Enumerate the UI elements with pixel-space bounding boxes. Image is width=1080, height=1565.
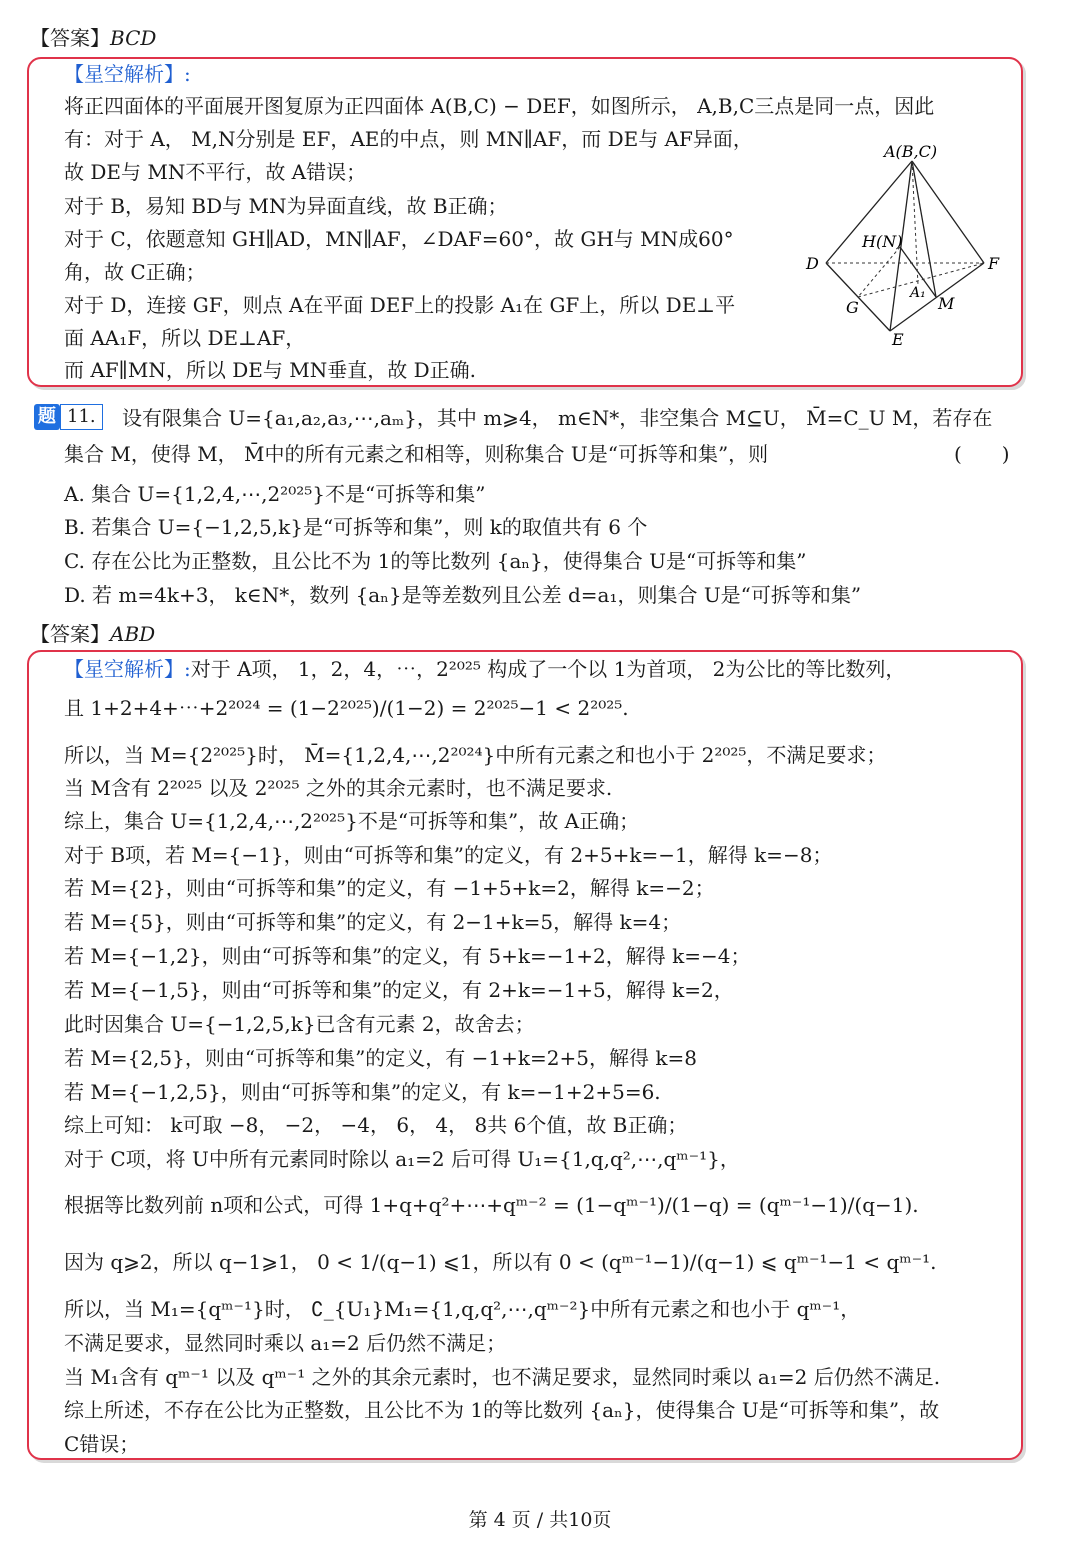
q11-analysis-first-text: 对于 A项， 1，2，4，⋯，2²⁰²⁵ 构成了一个以 1为首项， 2为公比的等比数列， [190, 657, 906, 681]
q11-line: 所以，当 M₁={qᵐ⁻¹}时， ∁_{U₁}M₁={1,q,q²,⋯,qᵐ⁻²}中所有元素之和也小于 qᵐ⁻¹， [64, 1297, 861, 1321]
q10-answer-value: BCD [110, 26, 157, 50]
q11-option-c: C. 存在公比为正整数，且公比不为 1的等比数列 {aₙ}，使得集合 U是“可拆等和集” [64, 549, 807, 573]
label-g: G [846, 298, 859, 317]
q11-stem-line1: 设有限集合 U={a₁,a₂,a₃,⋯,aₘ}，其中 m⩾4， m∈N*，非空集合 M⊆U， M̄=C_U M，若存在 [122, 406, 993, 430]
page-footer: 第 4 页 / 共10页 [468, 1509, 612, 1531]
tetrahedron-figure [800, 135, 1010, 350]
q10-answer [30, 26, 156, 50]
label-m: M [938, 294, 955, 313]
q11-answer [30, 622, 155, 646]
q10-line: 面 AA₁F，所以 DE⊥AF， [64, 326, 306, 350]
q11-option-b: B. 若集合 U={−1,2,5,k}是“可拆等和集”，则 k的取值共有 6 个 [64, 515, 648, 539]
q11-answer-bracket: ( ) [954, 442, 1010, 466]
q10-line: 对于 C，依题意知 GH∥AD，MN∥AF，∠DAF=60°，故 GH与 MN成60° [64, 227, 734, 251]
q11-line: 若 M={2}，则由“可拆等和集”的定义，有 −1+5+k=2，解得 k=−2； [64, 876, 715, 900]
q11-line: 此时因集合 U={−1,2,5,k}已含有元素 2，故舍去； [64, 1012, 535, 1036]
q11-line: 若 M={−1,2}，则由“可拆等和集”的定义，有 5+k=−1+2，解得 k=−4； [64, 944, 751, 968]
q11-tag-label: 题 [34, 404, 60, 430]
q11-line: 若 M={−1,5}，则由“可拆等和集”的定义，有 2+k=−1+5，解得 k=2， [64, 978, 734, 1002]
q11-line: 当 M₁含有 qᵐ⁻¹ 以及 qᵐ⁻¹ 之外的其余元素时，也不满足要求，显然同时乘以 a₁=2 后仍然不满足. [64, 1365, 941, 1389]
q11-line: 若 M={−1,2,5}，则由“可拆等和集”的定义，有 k=−1+2+5=6. [64, 1080, 661, 1104]
q11-line: 综上可知： k可取 −8， −2， −4， 6， 4， 8共 6个值，故 B正确； [64, 1113, 688, 1137]
q11-line: 不满足要求，显然同时乘以 a₁=2 后仍然不满足； [64, 1331, 507, 1355]
q10-line: 角，故 C正确； [64, 260, 206, 284]
q11-line: 所以，当 M={2²⁰²⁵}时， M̄={1,2,4,⋯,2²⁰²⁴}中所有元素之和也小于 2²⁰²⁵，不满足要求； [64, 743, 887, 767]
q11-tag [34, 404, 103, 430]
q11-answer-prefix: 【答案】 [30, 622, 110, 646]
q11-line: 对于 B项，若 M={−1}，则由“可拆等和集”的定义，有 2+5+k=−1，解得 k=−8； [64, 843, 833, 867]
q11-answer-value: ABD [110, 622, 156, 646]
q11-analysis-first [64, 657, 905, 681]
q11-option-d: D. 若 m=4k+3， k∈N*，数列 {aₙ}是等差数列且公差 d=a₁，则集合 U是“可拆等和集” [64, 583, 862, 607]
label-h: H(N) [862, 232, 903, 251]
q11-line: 因为 q⩾2，所以 q−1⩾1， 0 < 1/(q−1) ⩽1，所以有 0 < (qᵐ⁻¹−1)/(q−1) ⩽ qᵐ⁻¹−1 < qᵐ⁻¹. [64, 1250, 937, 1274]
label-a1: A₁ [910, 285, 926, 301]
q11-line: 且 1+2+4+⋯+2²⁰²⁴ = (1−2²⁰²⁵)/(1−2) = 2²⁰²⁵−1 < 2²⁰²⁵. [64, 696, 629, 720]
q11-stem-line2: 集合 M，使得 M， M̄中的所有元素之和相等，则称集合 U是“可拆等和集”，则 [64, 442, 769, 466]
q11-line: 综上，集合 U={1,2,4,⋯,2²⁰²⁵}不是“可拆等和集”，故 A正确； [64, 809, 640, 833]
q10-answer-prefix: 【答案】 [30, 26, 110, 50]
q11-analysis-label: 【星空解析】: [64, 657, 191, 681]
label-e: E [892, 330, 904, 349]
q10-line: 对于 B，易知 BD与 MN为异面直线，故 B正确； [64, 194, 508, 218]
q10-line: 对于 D，连接 GF，则点 A在平面 DEF上的投影 A₁在 GF上，所以 DE⊥平 [64, 293, 736, 317]
q10-line: 故 DE与 MN不平行，故 A错误； [64, 160, 367, 184]
label-d: D [806, 254, 819, 273]
q11-line: 对于 C项，将 U中所有元素同时除以 a₁=2 后可得 U₁={1,q,q²,⋯,qᵐ⁻¹}， [64, 1147, 740, 1171]
q10-line: 而 AF∥MN，所以 DE与 MN垂直，故 D正确. [64, 358, 476, 382]
label-f: F [988, 254, 1000, 273]
q11-line: 根据等比数列前 n项和公式，可得 1+q+q²+⋯+qᵐ⁻² = (1−qᵐ⁻¹)/(1−q) = (qᵐ⁻¹−1)/(q−1). [64, 1193, 919, 1217]
q11-line: C错误； [64, 1432, 140, 1456]
q11-line: 若 M={5}，则由“可拆等和集”的定义，有 2−1+k=5，解得 k=4； [64, 910, 682, 934]
q11-tag-number: 11. [60, 404, 103, 430]
q10-line: 将正四面体的平面展开图复原为正四面体 A(B,C) − DEF，如图所示， A,B,C三点是同一点，因此 [64, 94, 935, 118]
q11-line: 当 M含有 2²⁰²⁵ 以及 2²⁰²⁵ 之外的其余元素时，也不满足要求. [64, 776, 613, 800]
q10-analysis-label: 【星空解析】: [64, 62, 191, 86]
q11-line: 综上所述，不存在公比为正整数，且公比不为 1的等比数列 {aₙ}，使得集合 U是“可拆等和集”，故 [64, 1398, 940, 1422]
q11-option-a: A. 集合 U={1,2,4,⋯,2²⁰²⁵}不是“可拆等和集” [64, 482, 486, 506]
q11-line: 若 M={2,5}，则由“可拆等和集”的定义，有 −1+k=2+5，解得 k=8 [64, 1046, 697, 1070]
q10-line: 有：对于 A， M,N分别是 EF，AE的中点，则 MN∥AF，而 DE与 AF异面， [64, 127, 753, 151]
label-top: A(B,C) [884, 142, 938, 161]
